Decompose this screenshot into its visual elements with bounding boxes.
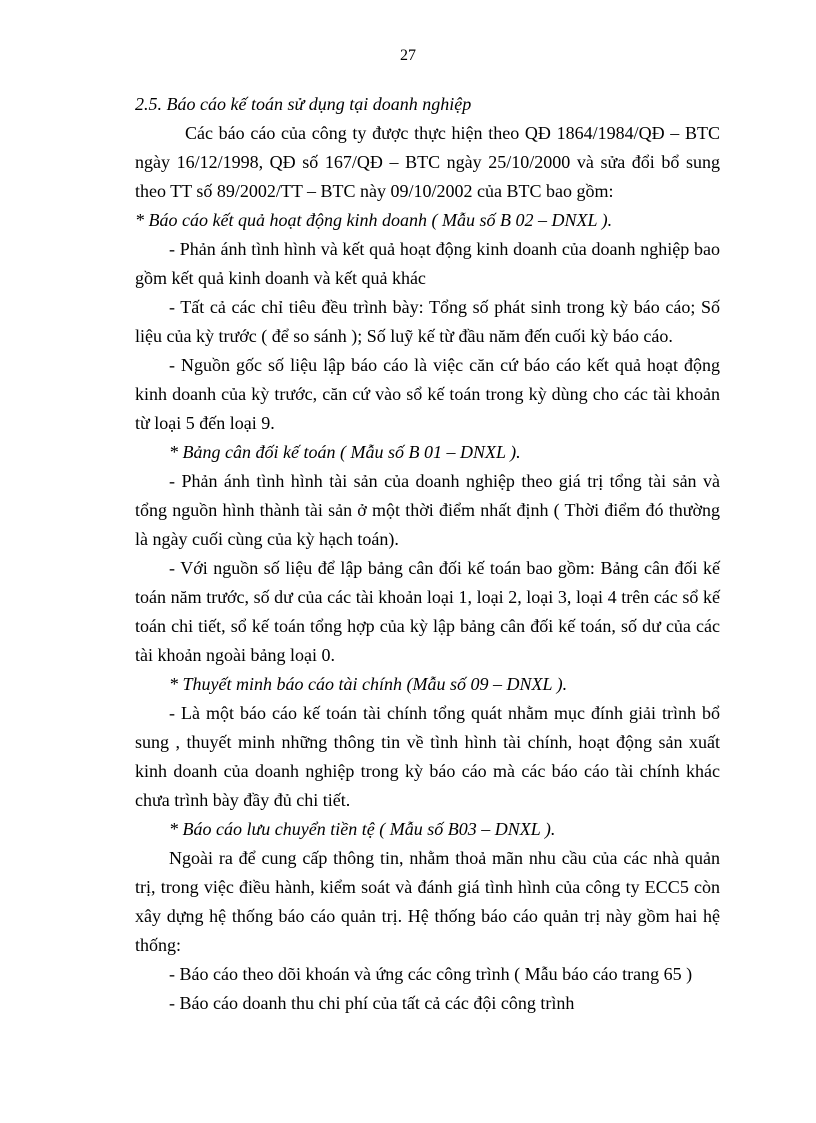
report-title-income-statement: * Báo cáo kết quả hoạt động kinh doanh ( Mẫu số B 02 – DNXL ). [135, 210, 613, 230]
report-title-cash-flow: * Báo cáo lưu chuyển tiền tệ ( Mẫu số B03 – DNXL ). [169, 819, 556, 839]
bullet-item: - Phản ánh tình hình tài sản của doanh nghiệp theo giá trị tổng tài sản và tổng nguồn hình thành tài sản ở một thời điểm nhất định ( Thời điểm đó thường là ngày cuối cùng của kỳ hạch toán). [135, 471, 720, 549]
report-title-financial-notes: * Thuyết minh báo cáo tài chính (Mẫu số 09 – DNXL ). [169, 674, 568, 694]
intro-paragraph: Các báo cáo của công ty được thực hiện theo QĐ 1864/1984/QĐ – BTC ngày 16/12/1998, QĐ số 167/QĐ – BTC ngày 25/10/2000 và sửa đổi bổ sung theo TT số 89/2002/TT – BTC này 09/10/2002 của BTC bao gồm: [135, 123, 720, 201]
page-number: 27 [400, 47, 416, 64]
bullet-item: - Với nguồn số liệu để lập bảng cân đối kế toán bao gồm: Bảng cân đối kế toán năm trước, số dư của các tài khoản loại 1, loại 2, loại 3, loại 4 trên các sổ kế toán chi tiết, sổ kế toán tổng hợp của kỳ lập bảng cân đối kế toán, số dư của các tài khoản ngoài bảng loại 0. [135, 558, 720, 665]
closing-paragraph: Ngoài ra để cung cấp thông tin, nhằm thoả mãn nhu cầu của các nhà quản trị, trong việc điều hành, kiểm soát và đánh giá tình hình của công ty ECC5 còn xây dựng hệ thống báo cáo quản trị. Hệ thống báo cáo quản trị này gồm hai hệ thống: [135, 848, 720, 955]
bullet-item: - Là một báo cáo kế toán tài chính tổng quát nhằm mục đính giải trình bổ sung , thuyết minh những thông tin về tình hình tài chính, hoạt động sản xuất kinh doanh của doanh nghiệp trong kỳ báo cáo mà các báo cáo tài chính khác chưa trình bày đầy đủ chi tiết. [135, 703, 720, 810]
bullet-item: - Báo cáo theo dõi khoán và ứng các công trình ( Mẫu báo cáo trang 65 ) [169, 964, 693, 984]
bullet-item: - Tất cả các chỉ tiêu đều trình bày: Tổng số phát sinh trong kỳ báo cáo; Số liệu của kỳ trước ( để so sánh ); Số luỹ kế từ đầu năm đến cuối kỳ báo cáo. [135, 297, 720, 346]
bullet-item: - Báo cáo doanh thu chi phí của tất cả các đội công trình [169, 993, 575, 1013]
section-heading: 2.5. Báo cáo kế toán sử dụng tại doanh nghiệp [135, 94, 472, 114]
document-body [135, 90, 720, 1018]
report-title-balance-sheet: * Bảng cân đối kế toán ( Mẫu số B 01 – DNXL ). [169, 442, 521, 462]
bullet-item: - Nguồn gốc số liệu lập báo cáo là việc căn cứ báo cáo kết quả hoạt động kinh doanh của kỳ trước, căn cứ vào sổ kế toán trong kỳ dùng cho các tài khoản từ loại 5 đến loại 9. [135, 355, 720, 433]
bullet-item: - Phản ánh tình hình và kết quả hoạt động kinh doanh của doanh nghiệp bao gồm kết quả kinh doanh và kết quả khác [135, 239, 720, 288]
